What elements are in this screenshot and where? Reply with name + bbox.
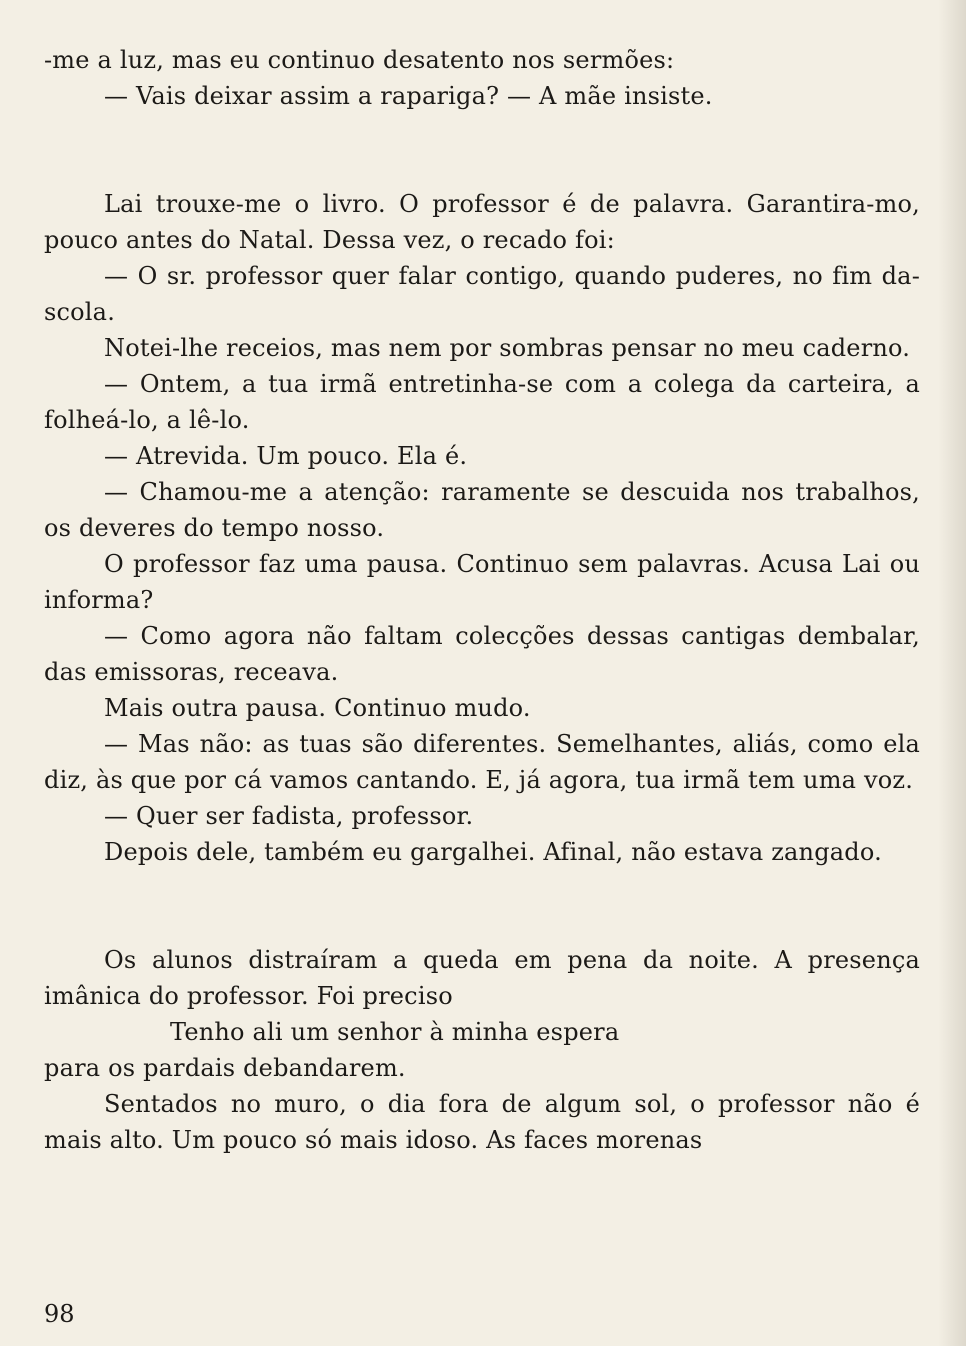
paragraph-9: O professor faz uma pausa. Continuo sem palavras. Acusa Lai ou informa? bbox=[44, 550, 920, 614]
paragraph-15: Os alunos distraíram a queda em pena da noite. A presença imânica do professor. Foi preciso bbox=[44, 946, 920, 1010]
verse-line: Tenho ali um senhor à minha espera bbox=[170, 1018, 620, 1046]
paragraph-6: — Ontem, a tua irmã entretinha-se com a colega da carteira, a folheá-lo, a lê-lo. bbox=[44, 370, 920, 434]
paragraph-12: — Mas não: as tuas são diferentes. Semelhantes, aliás, como ela diz, às que por cá vamos cantando. E, já agora, tua irmã tem uma voz. bbox=[44, 730, 920, 794]
paragraph-4: — O sr. professor quer falar contigo, quando puderes, no fim da-scola. bbox=[44, 262, 920, 326]
paragraph-10: — Como agora não faltam colecções dessas cantigas dembalar, das emissoras, receava. bbox=[44, 622, 920, 686]
paragraph-2: — Vais deixar assim a rapariga? — A mãe insiste. bbox=[104, 82, 713, 110]
paragraph-7: — Atrevida. Um pouco. Ela é. bbox=[104, 442, 468, 470]
paragraph-13: — Quer ser fadista, professor. bbox=[104, 802, 474, 830]
paragraph-5: Notei-lhe receios, mas nem por sombras pensar no meu caderno. bbox=[104, 334, 911, 362]
paragraph-3: Lai trouxe-me o livro. O professor é de palavra. Garantira-mo, pouco antes do Natal. Dessa vez, o recado foi: bbox=[44, 190, 920, 254]
paragraph-8: — Chamou-me a atenção: raramente se descuida nos trabalhos, os deveres do tempo nosso. bbox=[44, 478, 920, 542]
paragraph-1: -me a luz, mas eu continuo desatento nos sermões: bbox=[44, 46, 675, 74]
paragraph-16: para os pardais debandarem. bbox=[44, 1054, 406, 1082]
body-text bbox=[44, 42, 920, 1158]
paragraph-11: Mais outra pausa. Continuo mudo. bbox=[104, 694, 531, 722]
paragraph-17: Sentados no muro, o dia fora de algum sol, o professor não é mais alto. Um pouco só mais idoso. As faces morenas bbox=[44, 1090, 920, 1154]
page-number: 98 bbox=[44, 1300, 75, 1328]
paragraph-14: Depois dele, também eu gargalhei. Afinal, não estava zangado. bbox=[104, 838, 882, 866]
